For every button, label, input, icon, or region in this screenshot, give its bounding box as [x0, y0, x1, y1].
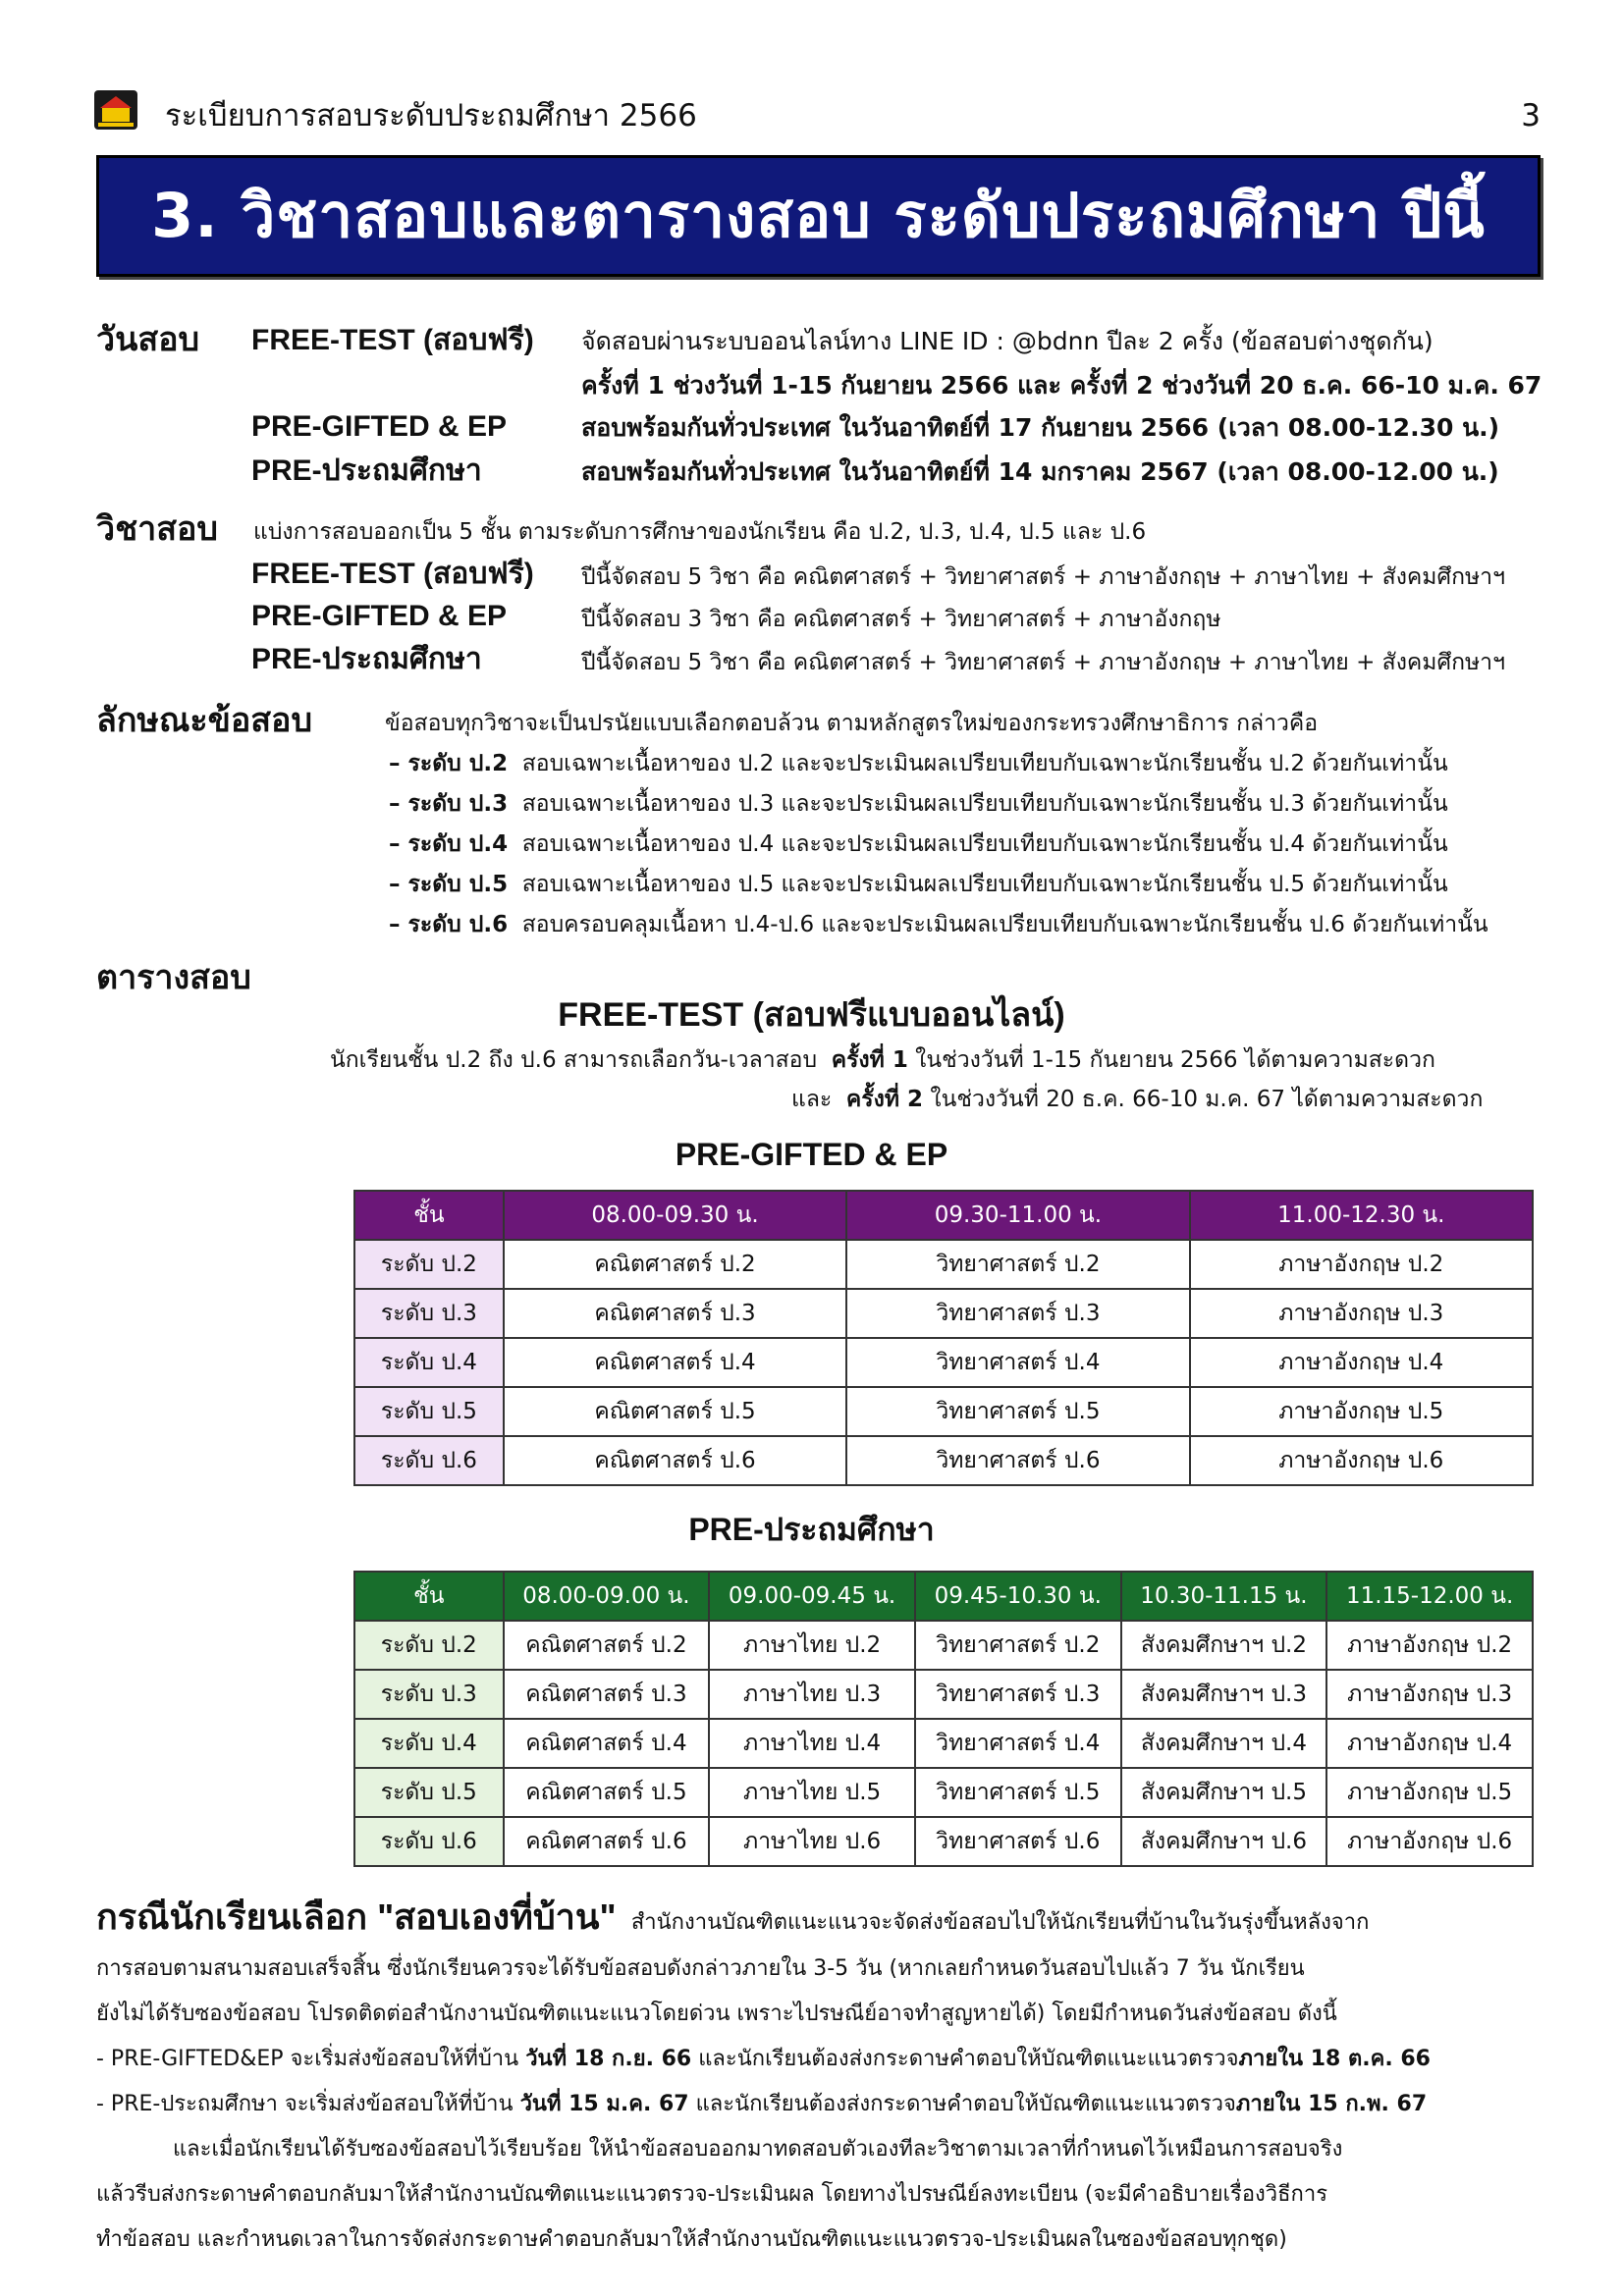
page-number: 3 [1521, 98, 1541, 133]
table-cell: ภาษาอังกฤษ ป.2 [1326, 1621, 1533, 1670]
table-cell: คณิตศาสตร์ ป.6 [504, 1817, 710, 1866]
table-cell: วิทยาศาสตร์ ป.6 [915, 1817, 1121, 1866]
table-cell: สังคมศึกษาฯ ป.2 [1121, 1621, 1327, 1670]
column-header: 09.00-09.45 น. [709, 1572, 915, 1621]
free-test-date-line1: จัดสอบผ่านระบบออนไลน์ทาง LINE ID : @bdnn ปีละ 2 ครั้ง (ข้อสอบต่างชุดกัน) [581, 327, 1434, 355]
table-cell: ภาษาอังกฤษ ป.3 [1326, 1670, 1533, 1719]
table-row [354, 1621, 1533, 1670]
column-header: 09.30-11.00 น. [846, 1191, 1189, 1240]
table-cell: ภาษาอังกฤษ ป.3 [1190, 1289, 1533, 1338]
column-header: 11.15-12.00 น. [1326, 1572, 1533, 1621]
home-exam-heading: กรณีนักเรียนเลือก "สอบเองที่บ้าน" [96, 1896, 617, 1937]
table-row [354, 1240, 1533, 1289]
table-cell: วิทยาศาสตร์ ป.4 [915, 1719, 1121, 1768]
bullet-p4: – ระดับ ป.4 สอบเฉพาะเนื้อหาของ ป.4 และจะประเมินผลเปรียบเทียบกับเฉพาะนักเรียนชั้น ป.4 ด้วยกันเท่านั้น [389, 831, 1448, 857]
primary-schedule-table [353, 1571, 1534, 1867]
table-cell: ภาษาไทย ป.5 [709, 1768, 915, 1817]
table-cell: คณิตศาสตร์ ป.3 [504, 1670, 710, 1719]
bullet-p6: – ระดับ ป.6 สอบครอบคลุมเนื้อหา ป.4-ป.6 และจะประเมินผลเปรียบเทียบกับเฉพาะนักเรียนชั้น ป.6 ด้วยกันเท่านั้น [389, 912, 1488, 937]
table-cell: วิทยาศาสตร์ ป.5 [915, 1768, 1121, 1817]
column-header: ชั้น [354, 1572, 504, 1621]
table-cell: สังคมศึกษาฯ ป.5 [1121, 1768, 1327, 1817]
table-cell: ภาษาไทย ป.6 [709, 1817, 915, 1866]
bullet-p5: – ระดับ ป.5 สอบเฉพาะเนื้อหาของ ป.5 และจะประเมินผลเปรียบเทียบกับเฉพาะนักเรียนชั้น ป.5 ด้วยกันเท่านั้น [389, 872, 1448, 897]
subjects-gifted-name: PRE-GIFTED & EP [251, 600, 508, 632]
home-exam-line4: และเมื่อนักเรียนได้รับซองข้อสอบไว้เรียบร้อย ให้นำข้อสอบออกมาทดสอบตัวเองทีละวิชาตามเวลาที่กำหนดไว้เหมือนการสอบจริง [173, 2137, 1343, 2162]
table-cell: ระดับ ป.4 [354, 1719, 504, 1768]
section-banner [96, 155, 1541, 277]
table-cell: ภาษาอังกฤษ ป.6 [1190, 1436, 1533, 1485]
column-header: 10.30-11.15 น. [1121, 1572, 1327, 1621]
table-cell: สังคมศึกษาฯ ป.3 [1121, 1670, 1327, 1719]
subjects-label: วิชาสอบ [96, 510, 219, 548]
table-cell: ระดับ ป.5 [354, 1387, 504, 1436]
table-cell: ภาษาอังกฤษ ป.6 [1326, 1817, 1533, 1866]
gifted-schedule-table [353, 1190, 1534, 1486]
table-row [354, 1387, 1533, 1436]
characteristics-label: ลักษณะข้อสอบ [96, 702, 313, 739]
table-cell: คณิตศาสตร์ ป.4 [504, 1719, 710, 1768]
table-cell: ภาษาอังกฤษ ป.4 [1326, 1719, 1533, 1768]
table-cell: คณิตศาสตร์ ป.2 [504, 1240, 846, 1289]
table-cell: คณิตศาสตร์ ป.5 [504, 1387, 846, 1436]
table-cell: วิทยาศาสตร์ ป.2 [846, 1240, 1189, 1289]
column-header: 11.00-12.30 น. [1190, 1191, 1533, 1240]
section-title: 3. วิชาสอบและตารางสอบ ระดับประถมศึกษา ปีนี้ [151, 180, 1486, 251]
table-header-row [354, 1572, 1533, 1621]
bullet-p2: – ระดับ ป.2 สอบเฉพาะเนื้อหาของ ป.2 และจะประเมินผลเปรียบเทียบกับเฉพาะนักเรียนชั้น ป.2 ด้วยกันเท่านั้น [389, 751, 1448, 776]
table-cell: คณิตศาสตร์ ป.2 [504, 1621, 710, 1670]
table-cell: ภาษาอังกฤษ ป.4 [1190, 1338, 1533, 1387]
table-cell: ระดับ ป.6 [354, 1817, 504, 1866]
table-cell: สังคมศึกษาฯ ป.6 [1121, 1817, 1327, 1866]
table-cell: คณิตศาสตร์ ป.6 [504, 1436, 846, 1485]
column-header: 09.45-10.30 น. [915, 1572, 1121, 1621]
gifted-name: PRE-GIFTED & EP [251, 410, 508, 443]
free-test-line1: นักเรียนชั้น ป.2 ถึง ป.6 สามารถเลือกวัน-เวลาสอบ ครั้งที่ 1 ในช่วงวันที่ 1-15 กันยายน 2566 ได้ตามความสะดวก [330, 1047, 1435, 1073]
table-row [354, 1817, 1533, 1866]
subjects-primary-text: ปีนี้จัดสอบ 5 วิชา คือ คณิตศาสตร์ + วิทยาศาสตร์ + ภาษาอังกฤษ + ภาษาไทย + สังคมศึกษาฯ [581, 650, 1505, 675]
table-cell: ภาษาอังกฤษ ป.5 [1326, 1768, 1533, 1817]
column-header: ชั้น [354, 1191, 504, 1240]
table-cell: ระดับ ป.2 [354, 1621, 504, 1670]
home-exam-gifted-line: - PRE-GIFTED&EP จะเริ่มส่งข้อสอบให้ที่บ้าน วันที่ 18 ก.ย. 66 และนักเรียนต้องส่งกระดาษคำตอบให้บัณฑิตแนะแนวตรวจภายใน 18 ต.ค. 66 [96, 2047, 1431, 2071]
table-cell: วิทยาศาสตร์ ป.3 [915, 1670, 1121, 1719]
free-test-heading: FREE-TEST (สอบฟรีแบบออนไลน์) [558, 996, 1065, 1034]
primary-table-title: PRE-ประถมศึกษา [688, 1512, 935, 1547]
table-cell: ภาษาไทย ป.4 [709, 1719, 915, 1768]
subjects-free-test-name: FREE-TEST (สอบฟรี) [251, 558, 534, 590]
table-row [354, 1338, 1533, 1387]
home-exam-line3: ยังไม่ได้รับซองข้อสอบ โปรดติดต่อสำนักงานบัณฑิตแนะแนวโดยด่วน เพราะไปรษณีย์อาจทำสูญหายได้) โดยมีกำหนดวันส่งข้อสอบ ดังนี้ [96, 2002, 1337, 2026]
home-exam-line6: ทำข้อสอบ และกำหนดเวลาในการจัดส่งกระดาษคำตอบกลับมาให้สำนักงานบัณฑิตแนะแนวตรวจ-ประเมินผลในซองข้อสอบทุกชุด) [96, 2227, 1287, 2252]
column-header: 08.00-09.00 น. [504, 1572, 710, 1621]
table-cell: ระดับ ป.5 [354, 1768, 504, 1817]
table-cell: วิทยาศาสตร์ ป.5 [846, 1387, 1189, 1436]
home-exam-primary-line: - PRE-ประถมศึกษา จะเริ่มส่งข้อสอบให้ที่บ้าน วันที่ 15 ม.ค. 67 และนักเรียนต้องส่งกระดาษคำตอบให้บัณฑิตแนะแนวตรวจภายใน 15 ก.พ. 67 [96, 2092, 1428, 2116]
header-title: ระเบียบการสอบระดับประถมศึกษา 2566 [165, 98, 697, 133]
table-cell: ระดับ ป.2 [354, 1240, 504, 1289]
table-cell: คณิตศาสตร์ ป.5 [504, 1768, 710, 1817]
gifted-date: สอบพร้อมกันทั่วประเทศ ในวันอาทิตย์ที่ 17 กันยายน 2566 (เวลา 08.00-12.30 น.) [581, 413, 1500, 442]
column-header: 08.00-09.30 น. [504, 1191, 846, 1240]
table-cell: วิทยาศาสตร์ ป.3 [846, 1289, 1189, 1338]
table-cell: ภาษาไทย ป.2 [709, 1621, 915, 1670]
primary-date: สอบพร้อมกันทั่วประเทศ ในวันอาทิตย์ที่ 14 มกราคม 2567 (เวลา 08.00-12.00 น.) [581, 457, 1499, 486]
home-exam-line2: การสอบตามสนามสอบเสร็จสิ้น ซึ่งนักเรียนควรจะได้รับข้อสอบดังกล่าวภายใน 3-5 วัน (หากเลยกำหนดวันสอบไปแล้ว 7 วัน นักเรียน [96, 1956, 1305, 1981]
table-cell: ระดับ ป.3 [354, 1670, 504, 1719]
bullet-p3: – ระดับ ป.3 สอบเฉพาะเนื้อหาของ ป.3 และจะประเมินผลเปรียบเทียบกับเฉพาะนักเรียนชั้น ป.3 ด้วยกันเท่านั้น [389, 791, 1448, 817]
subjects-gifted-text: ปีนี้จัดสอบ 3 วิชา คือ คณิตศาสตร์ + วิทยาศาสตร์ + ภาษาอังกฤษ [581, 607, 1221, 632]
table-cell: วิทยาศาสตร์ ป.4 [846, 1338, 1189, 1387]
subjects-free-test-text: ปีนี้จัดสอบ 5 วิชา คือ คณิตศาสตร์ + วิทยาศาสตร์ + ภาษาอังกฤษ + ภาษาไทย + สังคมศึกษาฯ [581, 564, 1505, 590]
table-row [354, 1670, 1533, 1719]
primary-name: PRE-ประถมศึกษา [251, 454, 482, 487]
table-cell: คณิตศาสตร์ ป.4 [504, 1338, 846, 1387]
home-exam-line5: แล้วรีบส่งกระดาษคำตอบกลับมาให้สำนักงานบัณฑิตแนะแนวตรวจ-ประเมินผล โดยทางไปรษณีย์ลงทะเบียน (จะมีคำอธิบายเรื่องวิธีการ [96, 2182, 1328, 2207]
school-logo-icon [94, 90, 137, 130]
free-test-name: FREE-TEST (สอบฟรี) [251, 324, 534, 356]
schedule-label: ตารางสอบ [96, 959, 251, 996]
characteristics-intro: ข้อสอบทุกวิชาจะเป็นปรนัยแบบเลือกตอบล้วน ตามหลักสูตรใหม่ของกระทรวงศึกษาธิการ กล่าวคือ [385, 711, 1319, 736]
table-row [354, 1436, 1533, 1485]
table-row [354, 1768, 1533, 1817]
free-test-line2: และ ครั้งที่ 2 ในช่วงวันที่ 20 ธ.ค. 66-10 ม.ค. 67 ได้ตามความสะดวก [791, 1087, 1484, 1112]
free-test-date-line2: ครั้งที่ 1 ช่วงวันที่ 1-15 กันยายน 2566 และ ครั้งที่ 2 ช่วงวันที่ 20 ธ.ค. 66-10 ม.ค. 67 [581, 371, 1542, 400]
table-cell: วิทยาศาสตร์ ป.6 [846, 1436, 1189, 1485]
table-cell: สังคมศึกษาฯ ป.4 [1121, 1719, 1327, 1768]
table-cell: คณิตศาสตร์ ป.3 [504, 1289, 846, 1338]
table-cell: ภาษาไทย ป.3 [709, 1670, 915, 1719]
table-row [354, 1719, 1533, 1768]
subjects-primary-name: PRE-ประถมศึกษา [251, 643, 482, 675]
exam-dates-label: วันสอบ [96, 321, 200, 358]
gifted-table-title: PRE-GIFTED & EP [675, 1137, 948, 1172]
table-cell: ภาษาอังกฤษ ป.2 [1190, 1240, 1533, 1289]
table-cell: ระดับ ป.3 [354, 1289, 504, 1338]
table-cell: วิทยาศาสตร์ ป.2 [915, 1621, 1121, 1670]
table-cell: ภาษาอังกฤษ ป.5 [1190, 1387, 1533, 1436]
subjects-intro: แบ่งการสอบออกเป็น 5 ชั้น ตามระดับการศึกษาของนักเรียน คือ ป.2, ป.3, ป.4, ป.5 และ ป.6 [253, 519, 1147, 545]
table-row [354, 1289, 1533, 1338]
table-header-row [354, 1191, 1533, 1240]
table-cell: ระดับ ป.4 [354, 1338, 504, 1387]
home-exam-line1: กรณีนักเรียนเลือก "สอบเองที่บ้าน" สำนักงานบัณฑิตแนะแนวจะจัดส่งข้อสอบไปให้นักเรียนที่บ้านในวันรุ่งขึ้นหลังจาก [96, 1896, 1370, 1937]
table-cell: ระดับ ป.6 [354, 1436, 504, 1485]
